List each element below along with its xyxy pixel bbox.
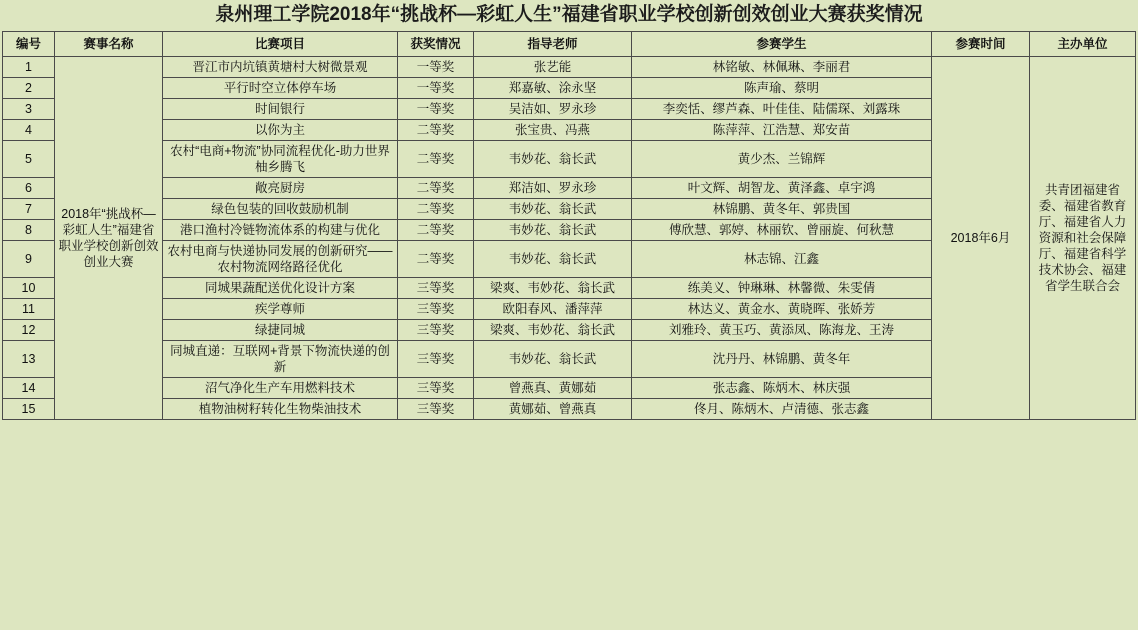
cell-project: 绿色包装的回收鼓励机制: [163, 199, 398, 220]
cell-award: 二等奖: [398, 141, 474, 178]
cell-index: 2: [3, 78, 55, 99]
cell-project: 港口渔村冷链物流体系的构建与优化: [163, 220, 398, 241]
cell-project: 沼气净化生产车用燃料技术: [163, 378, 398, 399]
cell-award: 三等奖: [398, 320, 474, 341]
table-header: [3, 32, 1136, 57]
cell-index: 10: [3, 278, 55, 299]
cell-teachers: 韦妙花、翁长武: [474, 199, 632, 220]
cell-award: 二等奖: [398, 120, 474, 141]
cell-award: 一等奖: [398, 99, 474, 120]
cell-teachers: 郑嘉敏、涂永坚: [474, 78, 632, 99]
cell-project: 敞亮厨房: [163, 178, 398, 199]
cell-students: 叶文辉、胡智龙、黄泽鑫、卓宇鸿: [632, 178, 932, 199]
cell-students: 黄少杰、兰锦辉: [632, 141, 932, 178]
cell-award: 二等奖: [398, 178, 474, 199]
cell-teachers: 张艺能: [474, 57, 632, 78]
cell-students: 林志锦、江鑫: [632, 241, 932, 278]
cell-students: 张志鑫、陈炳木、林庆强: [632, 378, 932, 399]
cell-project: 时间银行: [163, 99, 398, 120]
cell-index: 7: [3, 199, 55, 220]
cell-teachers: 梁爽、韦妙花、翁长武: [474, 320, 632, 341]
cell-teachers: 韦妙花、翁长武: [474, 220, 632, 241]
cell-index: 14: [3, 378, 55, 399]
cell-index: 1: [3, 57, 55, 78]
cell-students: 林锦鹏、黄冬年、郭贵国: [632, 199, 932, 220]
table-row: [3, 57, 1136, 78]
cell-index: 8: [3, 220, 55, 241]
cell-teachers: 曾燕真、黄娜茹: [474, 378, 632, 399]
cell-organizer-merged: 共青团福建省委、福建省教育厅、福建省人力资源和社会保障厅、福建省科学技术协会、福建省学生联合会: [1030, 57, 1136, 420]
table-header-row: [3, 32, 1136, 57]
cell-teachers: 韦妙花、翁长武: [474, 141, 632, 178]
cell-index: 5: [3, 141, 55, 178]
cell-students: 陈声瑜、蔡明: [632, 78, 932, 99]
cell-teachers: 韦妙花、翁长武: [474, 341, 632, 378]
cell-project: 以你为主: [163, 120, 398, 141]
cell-project: 晋江市内坑镇黄塘村大树微景观: [163, 57, 398, 78]
cell-award: 三等奖: [398, 278, 474, 299]
cell-teachers: 吴洁如、罗永珍: [474, 99, 632, 120]
cell-teachers: 欧阳春风、潘萍萍: [474, 299, 632, 320]
cell-teachers: 韦妙花、翁长武: [474, 241, 632, 278]
cell-project: 疾学尊师: [163, 299, 398, 320]
cell-students: 刘雅玲、黄玉巧、黄添凤、陈海龙、王涛: [632, 320, 932, 341]
cell-students: 傅欣慧、郭婷、林丽钦、曾丽旋、何秋慧: [632, 220, 932, 241]
cell-students: 林铭敏、林佩琳、李丽君: [632, 57, 932, 78]
cell-award: 二等奖: [398, 199, 474, 220]
cell-award: 一等奖: [398, 78, 474, 99]
cell-project: 植物油树籽转化生物柴油技术: [163, 399, 398, 420]
cell-index: 3: [3, 99, 55, 120]
table-body: [3, 57, 1136, 420]
column-header-event-name: 赛事名称: [55, 32, 163, 57]
cell-time-merged: 2018年6月: [932, 57, 1030, 420]
cell-teachers: 郑洁如、罗永珍: [474, 178, 632, 199]
cell-project: 同城果蔬配送优化设计方案: [163, 278, 398, 299]
cell-project: 农村“电商+物流”协同流程优化-助力世界柚乡腾飞: [163, 141, 398, 178]
cell-index: 13: [3, 341, 55, 378]
cell-award: 三等奖: [398, 299, 474, 320]
page-title: 泉州理工学院2018年“挑战杯—彩虹人生”福建省职业学校创新创效创业大赛获奖情况: [215, 4, 923, 25]
column-header-organizer: 主办单位: [1030, 32, 1136, 57]
cell-index: 15: [3, 399, 55, 420]
column-header-students: 参赛学生: [632, 32, 932, 57]
column-header-award: 获奖情况: [398, 32, 474, 57]
cell-students: 李奕恬、缪芦森、叶佳佳、陆儒琛、刘露珠: [632, 99, 932, 120]
cell-award: 一等奖: [398, 57, 474, 78]
column-header-time: 参赛时间: [932, 32, 1030, 57]
column-header-index: 编号: [3, 32, 55, 57]
cell-students: 林达义、黄金水、黄晓晖、张娇芳: [632, 299, 932, 320]
cell-project: 同城直递：互联网+背景下物流快递的创新: [163, 341, 398, 378]
cell-project: 绿捷同城: [163, 320, 398, 341]
column-header-project: 比赛项目: [163, 32, 398, 57]
cell-teachers: 张宝贵、冯燕: [474, 120, 632, 141]
cell-teachers: 梁爽、韦妙花、翁长武: [474, 278, 632, 299]
column-header-teachers: 指导老师: [474, 32, 632, 57]
cell-index: 4: [3, 120, 55, 141]
cell-students: 佟月、陈炳木、卢清德、张志鑫: [632, 399, 932, 420]
cell-award: 二等奖: [398, 220, 474, 241]
cell-students: 沈丹丹、林锦鹏、黄冬年: [632, 341, 932, 378]
award-table: [2, 31, 1136, 420]
cell-project: 农村电商与快递协同发展的创新研究——农村物流网络路径优化: [163, 241, 398, 278]
cell-award: 三等奖: [398, 378, 474, 399]
cell-teachers: 黄娜茹、曾燕真: [474, 399, 632, 420]
cell-index: 9: [3, 241, 55, 278]
cell-award: 二等奖: [398, 241, 474, 278]
cell-award: 三等奖: [398, 341, 474, 378]
cell-event-name-merged: 2018年“挑战杯—彩虹人生”福建省职业学校创新创效创业大赛: [55, 57, 163, 420]
cell-students: 练美义、钟琳琳、林馨微、朱雯倩: [632, 278, 932, 299]
cell-students: 陈萍萍、江浩慧、郑安苗: [632, 120, 932, 141]
cell-index: 11: [3, 299, 55, 320]
cell-index: 12: [3, 320, 55, 341]
cell-award: 三等奖: [398, 399, 474, 420]
cell-index: 6: [3, 178, 55, 199]
cell-project: 平行时空立体停车场: [163, 78, 398, 99]
